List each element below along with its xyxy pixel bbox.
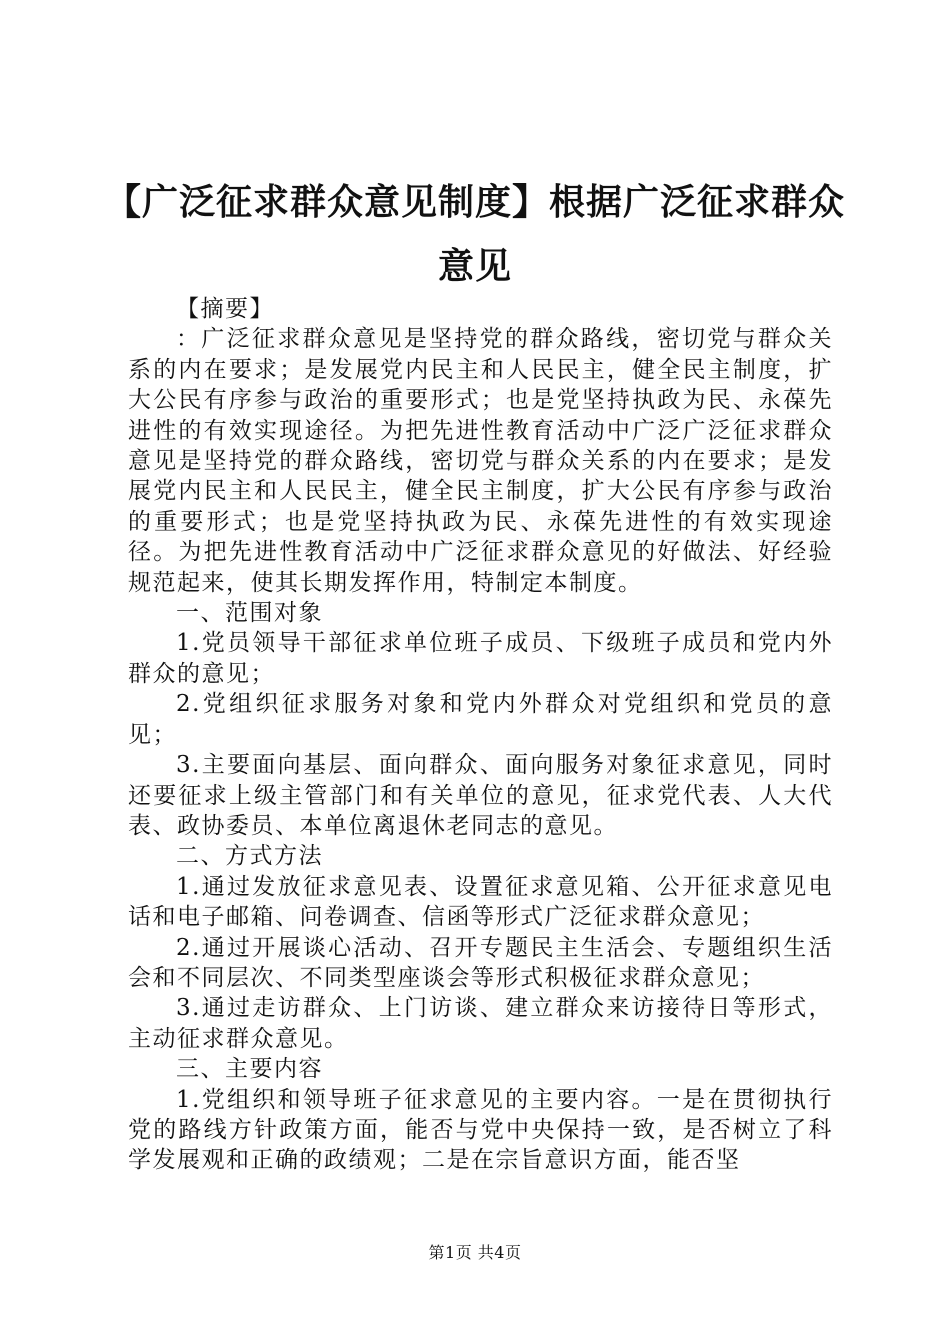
methods-item-1: 1.通过发放征求意见表、设置征求意见箱、公开征求意见电话和电子邮箱、问卷调查、信函等形式广泛征求群众意见； xyxy=(128,873,833,931)
methods-item-3: 3.通过走访群众、上门访谈、建立群众来访接待日等形式，主动征求群众意见。 xyxy=(128,995,833,1052)
abstract-heading: 【摘要】 xyxy=(176,296,274,322)
content-item-1: 1.党组织和领导班子征求意见的主要内容。一是在贯彻执行党的路线方针政策方面，能否与党中央保持一致，是否树立了科学发展观和正确的政绩观；二是在宗旨意识方面，能否坚 xyxy=(128,1086,833,1174)
scope-item-3: 3.主要面向基层、面向群众、面向服务对象征求意见，同时还要征求上级主管部门和有关单位的意见，征求党代表、人大代表、政协委员、本单位离退休老同志的意见。 xyxy=(128,752,833,839)
document-title: 【广泛征求群众意见制度】根据广泛征求群众意见 xyxy=(104,181,845,287)
section-heading-scope: 一、范围对象 xyxy=(176,600,323,627)
page-footer: 第1页 共4页 xyxy=(428,1243,522,1262)
abstract-paragraph: ：广泛征求群众意见是坚持党的群众路线，密切党与群众关系的内在要求；是发展党内民主和人民民主，健全民主制度，扩大公民有序参与政治的重要形式；也是党坚持执政为民、永葆先进性的有效实现途径。为把先进性教育活动中广泛广泛征求群众意见是坚持党的群众路线，密切党与群众关系的内在要求；是发展党内民主和人民民主，健全民主制度，扩大公民有序参与政治的重要形式；也是党坚持执政为民、永葆先进性的有效实现途径。为把先进性教育活动中广泛征求群众意见的好做法、好经验规范起来，使其长期发挥作用，特制定本制度。 xyxy=(128,326,833,596)
section-heading-methods: 二、方式方法 xyxy=(176,843,323,870)
methods-item-2: 2.通过开展谈心活动、召开专题民主生活会、专题组织生活会和不同层次、不同类型座谈会等形式积极征求群众意见； xyxy=(128,934,833,991)
document-body xyxy=(128,294,833,1176)
scope-item-2: 2.党组织征求服务对象和党内外群众对党组织和党员的意见； xyxy=(128,691,833,748)
section-heading-content: 三、主要内容 xyxy=(176,1056,323,1083)
scope-item-1: 1.党员领导干部征求单位班子成员、下级班子成员和党内外群众的意见； xyxy=(128,630,833,687)
